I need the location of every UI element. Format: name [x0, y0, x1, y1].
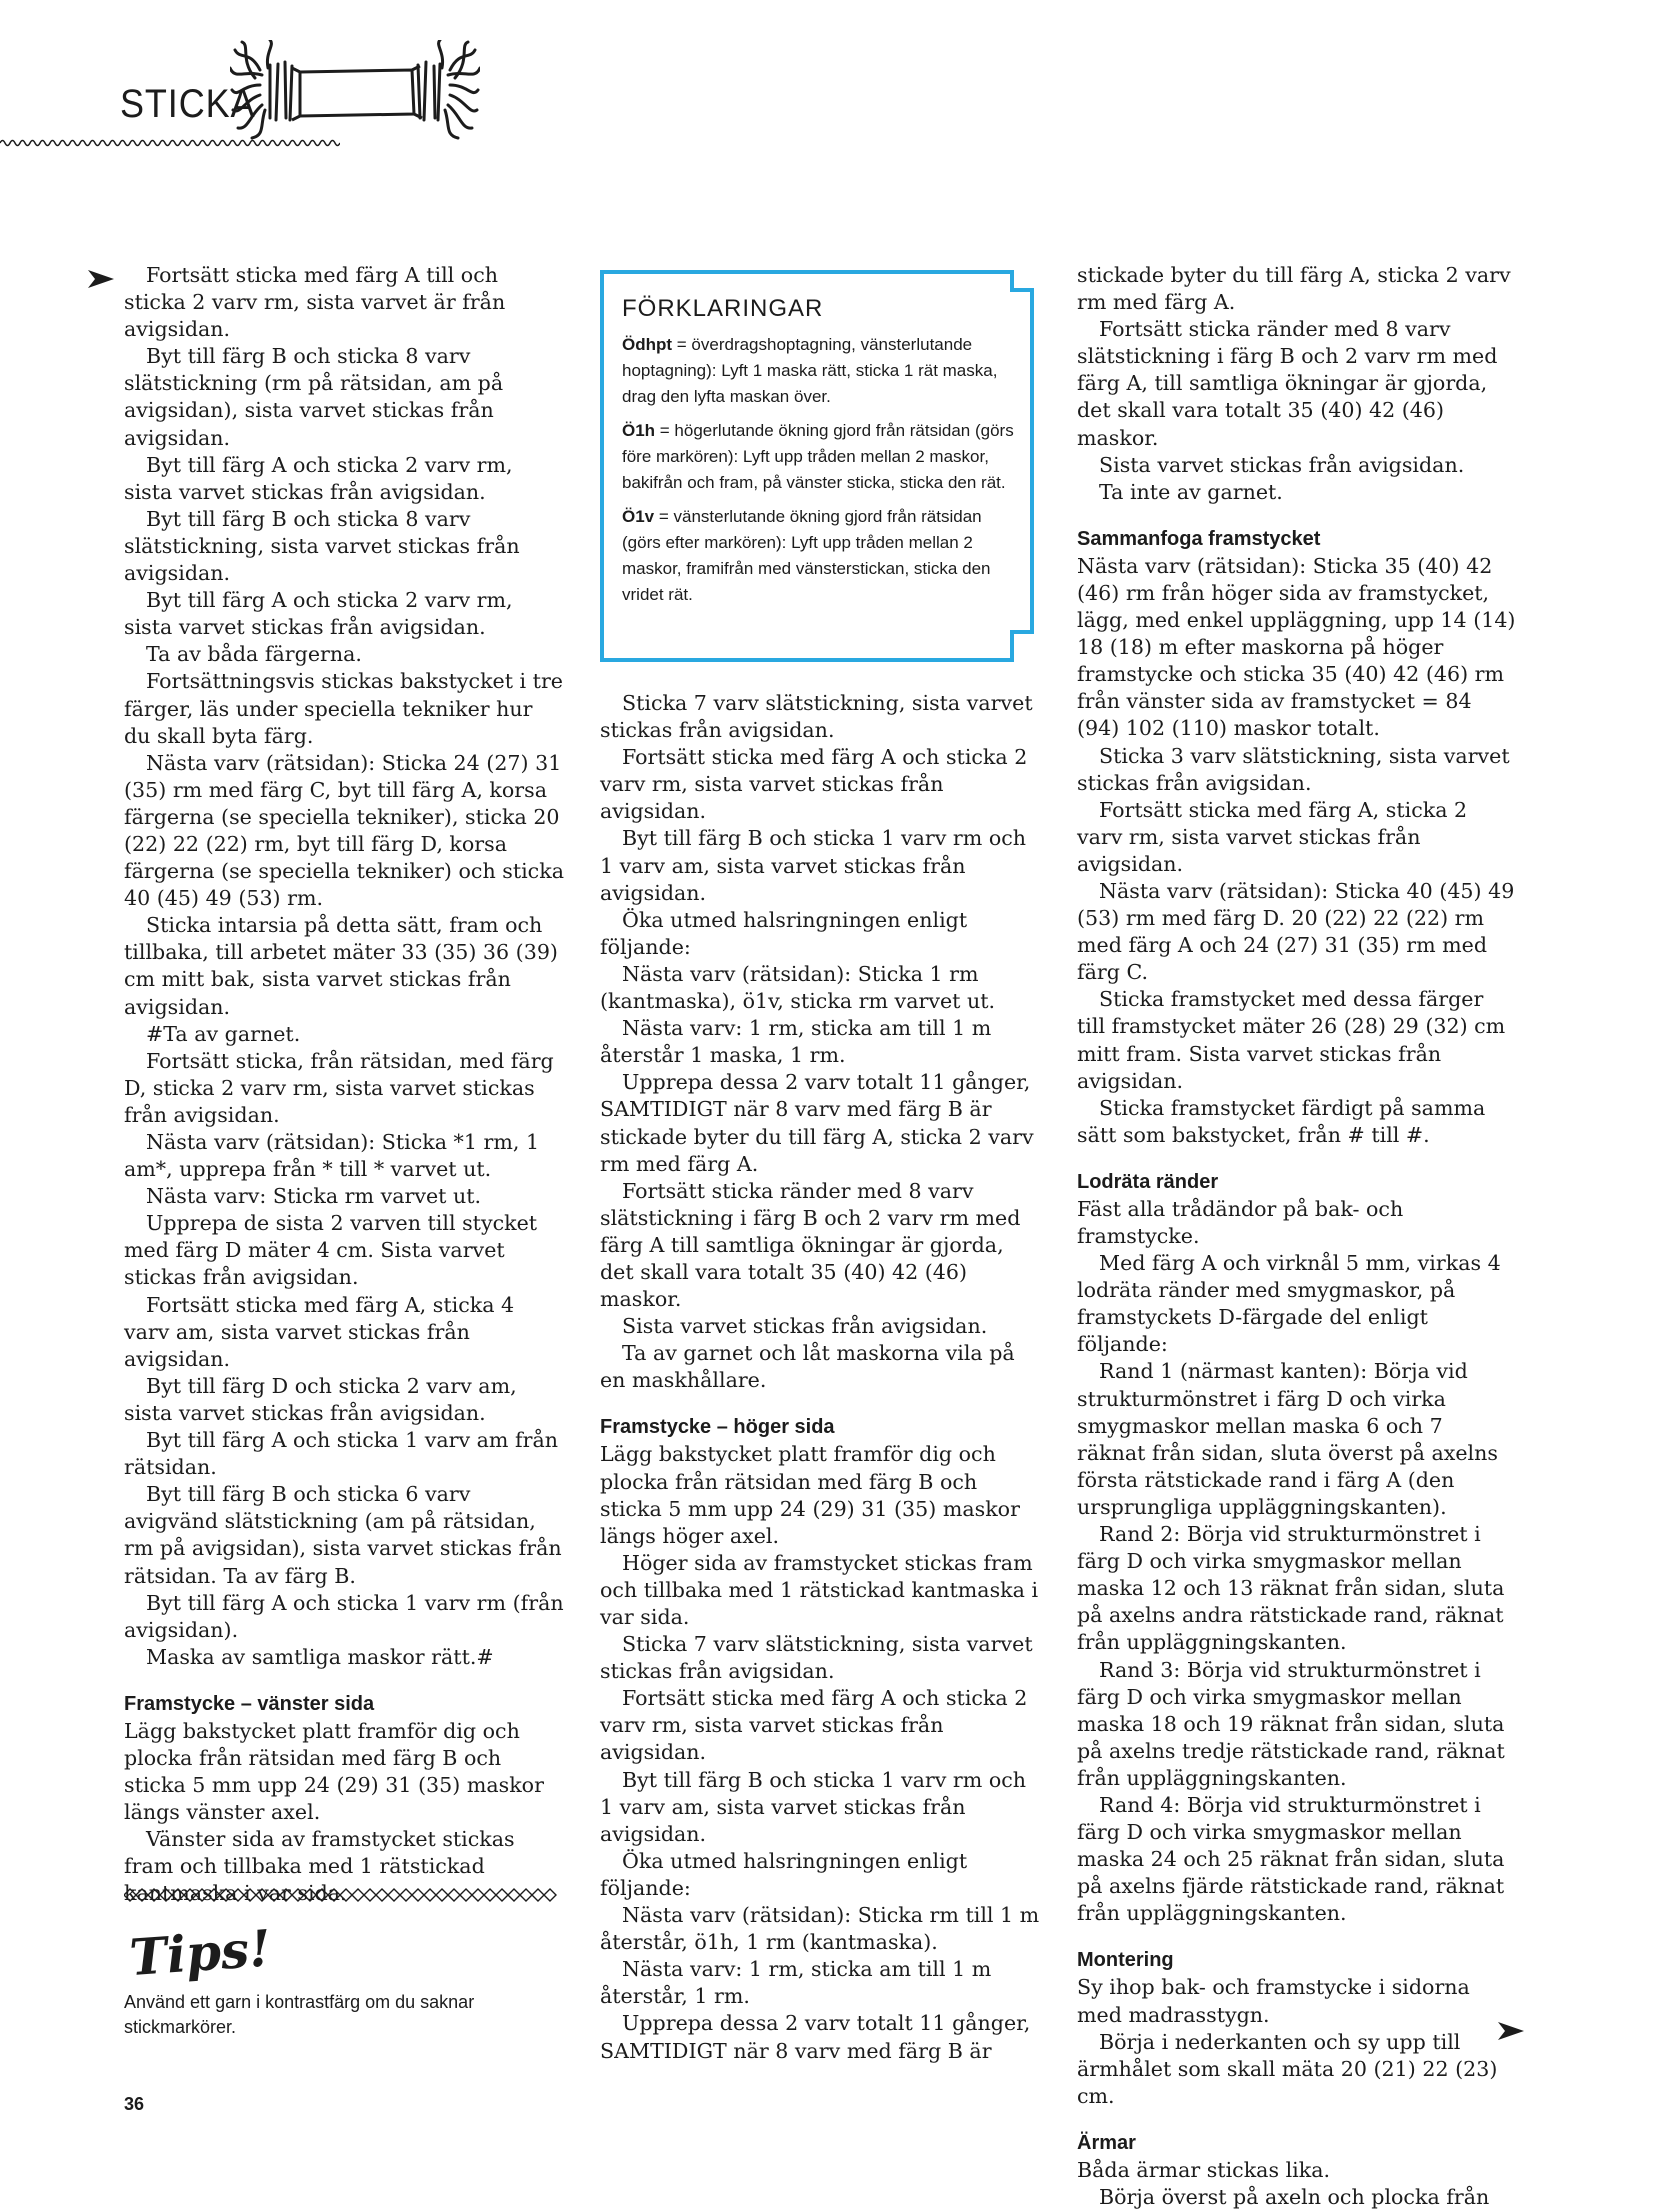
- paragraph: Fortsätt sticka, från rätsidan, med färg D, sticka 2 varv rm, sista varvet stickas från avigsidan.: [124, 1048, 554, 1127]
- paragraph: Fortsätt sticka med färg A, sticka 4 varv am, sista varvet stickas från avigsidan.: [124, 1292, 515, 1371]
- paragraph: Byt till färg A och sticka 1 varv rm (från avigsidan).: [124, 1590, 564, 1642]
- paragraph: Båda ärmar stickas lika.: [1077, 2157, 1331, 2182]
- paragraph: Maska av samtliga maskor rätt.#: [146, 1644, 494, 1669]
- paragraph: Byt till färg A och sticka 2 varv rm, sista varvet stickas från avigsidan.: [124, 452, 513, 504]
- paragraph: Fortsätt sticka ränder med 8 varv slätstickning i färg B och 2 varv rm med färg A till samtliga ökningar är gjorda, det skall vara totalt 35 (40) 42 (46) maskor.: [600, 1178, 1021, 1312]
- paragraph: Öka utmed halsringningen enligt följande:: [600, 907, 968, 959]
- section-heading: Montering: [1077, 1949, 1174, 1972]
- paragraph: Rand 4: Börja vid strukturmönstret i färg D och virka smygmaskor mellan maska 24 och 25 räknat från sidan, sluta på axelns fjärde rätstickade rand, räknat från uppläggningskanten.: [1077, 1792, 1505, 1926]
- paragraph: Sticka 3 varv slätstickning, sista varvet stickas från avigsidan.: [1077, 743, 1510, 795]
- paragraph: Fortsättningsvis stickas bakstycket i tre färger, läs under speciella tekniker hur du skall byta färg.: [124, 669, 563, 748]
- paragraph: Sticka 7 varv slätstickning, sista varvet stickas från avigsidan.: [600, 691, 1033, 743]
- paragraph: Fäst alla trådändor på bak- och framstycke.: [1077, 1196, 1404, 1248]
- paragraph: Ta av garnet och låt maskorna vila på en maskhållare.: [600, 1341, 1015, 1393]
- paragraph: Upprepa dessa 2 varv totalt 11 gånger, SAMTIDIGT när 8 varv med färg B är stickade byter du till färg A, sticka 2 varv rm med färg A.: [600, 1070, 1034, 1176]
- tips-diamond-divider: [124, 1888, 564, 1902]
- paragraph: Börja överst på axeln och plocka från: [1099, 2185, 1490, 2209]
- explanations-box: [600, 270, 1040, 662]
- paragraph: Byt till färg B och sticka 8 varv slätstickning, sista varvet stickas från avigsidan.: [124, 506, 520, 586]
- paragraph: #Ta av garnet.: [146, 1021, 301, 1046]
- glossary-term: Ö1h: [622, 421, 656, 440]
- paragraph: Upprepa dessa 2 varv totalt 11 gånger, SAMTIDIGT när 8 varv med färg B är: [600, 2011, 1031, 2063]
- section-heading: Ärmar: [1077, 2131, 1136, 2154]
- paragraph: Rand 2: Börja vid strukturmönstret i färg D och virka smygmaskor mellan maska 12 och 13 räknat från sidan, sluta på axelns andra rätstickade rand, räknat från uppläggningskanten.: [1077, 1522, 1505, 1655]
- paragraph: Ta inte av garnet.: [1099, 479, 1283, 504]
- paragraph: Nästa varv: 1 rm, sticka am till 1 m återstår 1 maska, 1 rm.: [600, 1016, 992, 1068]
- paragraph: Fortsätt sticka med färg A, sticka 2 varv rm, sista varvet stickas från avigsidan.: [1077, 797, 1468, 876]
- infobox-title: FÖRKLARINGAR: [622, 295, 824, 322]
- paragraph: Byt till färg B och sticka 1 varv rm och 1 varv am, sista varvet stickas från avigsidan.: [600, 826, 1027, 905]
- paragraph: Nästa varv (rätsidan): Sticka 35 (40) 42 (46) rm från höger sida av framstycket, lägg, med enkel uppläggning, upp 14 (14) 18 (18) m efter maskorna på höger framstycke och sticka 35 (40) 42 (46) rm från vänster sida av framstycket = 84 (94) 102 (110) maskor totalt.: [1077, 553, 1516, 741]
- continue-arrow-icon: [88, 270, 114, 288]
- paragraph: Rand 3: Börja vid strukturmönstret i färg D och virka smygmaskor mellan maska 18 och 19 räknat från sidan, sluta på axelns tredje rätstickade rand, räknat från uppläggningskanten.: [1077, 1657, 1505, 1790]
- paragraph: Sticka intarsia på detta sätt, fram och tillbaka, till arbetet mäter 33 (35) 36 (39) cm mitt bak, sista varvet stickas från avigsidan.: [124, 913, 558, 1019]
- page-number: 36: [124, 2094, 145, 2114]
- page-header: [0, 40, 1654, 150]
- tips-title: [124, 1918, 324, 1988]
- header-wave-divider: [0, 138, 340, 148]
- paragraph: Sticka 7 varv slätstickning, sista varvet stickas från avigsidan.: [600, 1632, 1033, 1684]
- yarn-skein-icon: [230, 40, 480, 140]
- paragraph: Nästa varv: 1 rm, sticka am till 1 m återstår, 1 rm.: [600, 1957, 992, 2009]
- paragraph: Lägg bakstycket platt framför dig och plocka från rätsidan med färg B och sticka 5 mm upp 24 (29) 31 (35) maskor längs vänster axel.: [124, 1718, 544, 1825]
- section-heading: Framstycke – vänster sida: [124, 1692, 375, 1715]
- paragraph: Nästa varv (rätsidan): Sticka rm till 1 m återstår, ö1h, 1 rm (kantmaska).: [600, 1903, 1040, 1955]
- section-heading: Framstycke – höger sida: [600, 1416, 835, 1439]
- paragraph: Med färg A och virknål 5 mm, virkas 4 lodräta ränder med smygmaskor, på framstyckets D-färgade del enligt följande:: [1077, 1251, 1501, 1357]
- paragraph: Sticka framstycket med dessa färger till framstycket mäter 26 (28) 29 (32) cm mitt fram. Sista varvet stickas från avigsidan.: [1077, 987, 1506, 1093]
- paragraph: Byt till färg B och sticka 8 varv slätstickning (rm på rätsidan, am på avigsidan), sista varvet stickas från avigsidan.: [124, 344, 504, 450]
- glossary-definition: = vänsterlutande ökning gjord från rätsidan (görs efter markören): Lyft upp tråden mellan 2 maskor, framifrån med vänsterstickan, sticka den vridet rät.: [622, 507, 991, 604]
- paragraph: Nästa varv (rätsidan): Sticka 24 (27) 31 (35) rm med färg C, byt till färg A, korsa färgerna (se speciella tekniker), sticka 20 (22) 22 (22) rm, byt till färg D, korsa färgerna (se speciella tekniker) och sticka 40 (45) 49 (53) rm.: [124, 750, 564, 911]
- paragraph: stickade byter du till färg A, sticka 2 varv rm med färg A.: [1077, 263, 1511, 315]
- paragraph: Byt till färg A och sticka 2 varv rm, sista varvet stickas från avigsidan.: [124, 588, 513, 640]
- paragraph: Nästa varv (rätsidan): Sticka *1 rm, 1 am*, upprepa från * till * varvet ut.: [124, 1130, 540, 1182]
- paragraph: Fortsätt sticka med färg A och sticka 2 varv rm, sista varvet stickas från avigsidan.: [600, 1686, 1028, 1765]
- glossary-entry: [622, 418, 1018, 496]
- tips-title-text: Tips!: [127, 1918, 273, 1988]
- paragraph: Börja i nederkanten och sy upp till ärmhålet som skall mäta 20 (21) 22 (23) cm.: [1077, 2029, 1498, 2108]
- paragraph: Nästa varv: Sticka rm varvet ut.: [146, 1184, 482, 1209]
- paragraph: Höger sida av framstycket stickas fram och tillbaka med 1 rätstickad kantmaska i var sida.: [600, 1550, 1039, 1629]
- paragraph: Sticka framstycket färdigt på samma sätt som bakstycket, från # till #.: [1077, 1095, 1486, 1147]
- section-heading: Lodräta ränder: [1077, 1170, 1219, 1193]
- paragraph: Nästa varv (rätsidan): Sticka 1 rm (kantmaska), ö1v, sticka rm varvet ut.: [600, 961, 996, 1014]
- paragraph: Byt till färg D och sticka 2 varv am, sista varvet stickas från avigsidan.: [124, 1373, 517, 1425]
- paragraph: Vänster sida av framstycket stickas fram och tillbaka med 1 rätstickad kantmaska i var sida.: [124, 1827, 515, 1906]
- column-1: [124, 262, 564, 1908]
- paragraph: Byt till färg A och sticka 1 varv am från rätsidan.: [124, 1428, 559, 1480]
- glossary-definition: = högerlutande ökning gjord från rätsidan (görs före markören): Lyft upp tråden mellan 2 maskor, bakifrån och fram, på vänster sticka, sticka den rät.: [622, 421, 1014, 492]
- paragraph: Sista varvet stickas från avigsidan.: [1099, 452, 1465, 477]
- paragraph: Upprepa de sista 2 varven till stycket med färg D mäter 4 cm. Sista varvet stickas från avigsidan.: [124, 1211, 538, 1290]
- section-heading: Sammanfoga framstycket: [1077, 527, 1321, 550]
- glossary-entry: [622, 504, 1018, 608]
- paragraph: Fortsätt sticka med färg A till och sticka 2 varv rm, sista varvet är från avigsidan.: [124, 263, 506, 342]
- paragraph: Rand 1 (närmast kanten): Börja vid strukturmönstret i färg D och virka smygmaskor mellan maska 6 och 7 räknat från sidan, sluta överst på axelns första rätstickade rand i färg A (den ursprungliga uppläggningskanten).: [1077, 1359, 1498, 1519]
- glossary-term: Ödhpt: [622, 335, 673, 354]
- paragraph: Öka utmed halsringningen enligt följande:: [600, 1848, 968, 1900]
- paragraph: Sy ihop bak- och framstycke i sidorna med madrasstygn.: [1077, 1975, 1470, 2027]
- section-label: STICKA: [120, 82, 256, 126]
- glossary-entry: [622, 332, 1018, 410]
- paragraph: Sista varvet stickas från avigsidan.: [622, 1314, 988, 1339]
- paragraph: Fortsätt sticka med färg A och sticka 2 varv rm, sista varvet stickas från avigsidan.: [600, 745, 1028, 824]
- paragraph: Byt till färg B och sticka 6 varv avigvänd slätstickning (am på rätsidan, rm på avigsidan), sista varvet stickas från rätsidan. Ta av färg B.: [124, 1482, 562, 1588]
- column-2: [600, 690, 1040, 2065]
- paragraph: Fortsätt sticka ränder med 8 varv slätstickning i färg B och 2 varv rm med färg A, till samtliga ökningar är gjorda, det skall vara totalt 35 (40) 42 (46) maskor.: [1077, 317, 1498, 450]
- paragraph: Ta av båda färgerna.: [146, 642, 362, 667]
- paragraph: Lägg bakstycket platt framför dig och plocka från rätsidan med färg B och sticka 5 mm upp 24 (29) 31 (35) maskor längs höger axel.: [600, 1442, 1020, 1548]
- paragraph: Nästa varv (rätsidan): Sticka 40 (45) 49 (53) rm med färg D. 20 (22) 22 (22) rm med färg A och 24 (27) 31 (35) rm med färg C.: [1077, 878, 1515, 985]
- glossary-term: Ö1v: [622, 507, 655, 526]
- paragraph: Byt till färg B och sticka 1 varv rm och 1 varv am, sista varvet stickas från avigsidan.: [600, 1767, 1027, 1846]
- glossary-definition: = överdragshoptagning, vänsterlutande hoptagning): Lyft 1 maska rätt, sticka 1 rät maska, drag den lyfta maskan över.: [622, 335, 998, 406]
- tips-text: Använd ett garn i kontrastfärg om du saknar stickmarkörer.: [124, 1992, 475, 2037]
- column-3: [1077, 262, 1517, 2211]
